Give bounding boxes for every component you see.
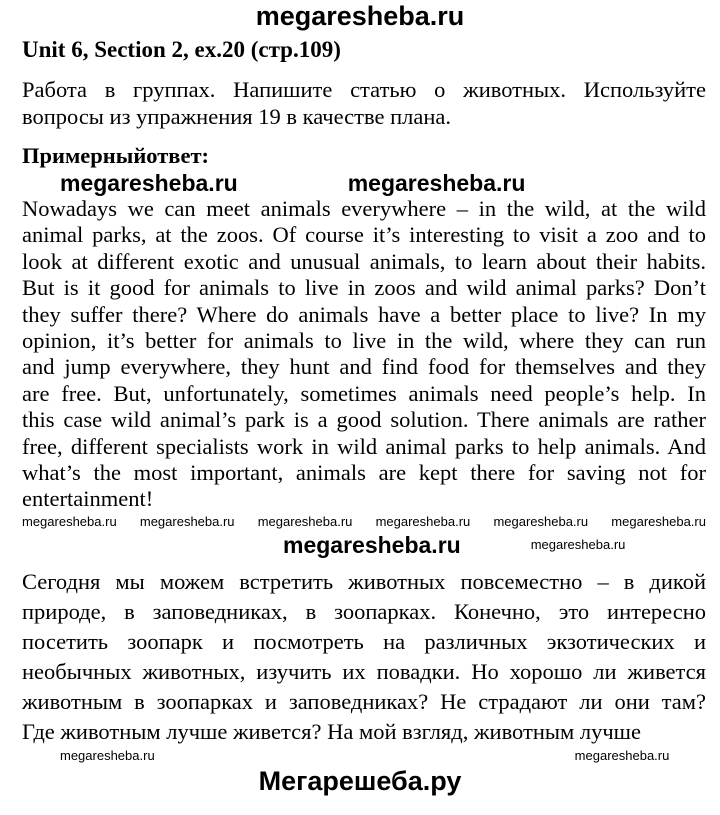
russian-translation — [22, 567, 706, 747]
text-line: животным в зоопарках и заповедниках? Не страдают ли они там? — [22, 688, 706, 714]
task-line: Работа в группах. Напишите статью о животных. Используйте — [22, 77, 706, 102]
text-line: But is it good for animals to live in zoos and wild animal parks? Don’t — [22, 275, 706, 301]
watermark: megaresheba.ru — [60, 747, 155, 763]
watermark-row — [22, 747, 706, 765]
watermark: megaresheba.ru — [22, 513, 117, 529]
text-line: opinion, it’s better for animals to live in the wild, where they can run — [22, 327, 706, 353]
watermark: megaresheba.ru — [257, 513, 353, 529]
text-line: посетить зоопарк и посмотреть на различных экзотических и — [22, 628, 706, 654]
watermark: megaresheba.ru — [530, 536, 626, 552]
answer-label: Примерныйответ: — [22, 143, 209, 168]
watermark-row — [22, 531, 706, 559]
text-line: what’s the most important, animals are kept there for saving not for — [22, 459, 706, 485]
site-title: megaresheba.ru — [255, 1, 465, 31]
footer-title: Мегарешеба.ру — [258, 765, 462, 796]
watermark: megaresheba.ru — [139, 513, 235, 529]
text-line: animal parks, at the zoos. Of course it’s interesting to visit a zoo and to — [22, 222, 706, 248]
watermark: megaresheba.ru — [347, 170, 526, 196]
text-line: look at different exotic and unusual animals, to learn about their habits. — [22, 248, 706, 274]
watermark-row — [22, 513, 706, 531]
text-line: необычных животных, изучить их повадки. Но хорошо ли живется — [22, 658, 706, 684]
text-line: this case wild animal’s park is a good solution. There animals are rather — [22, 407, 706, 433]
watermark: megaresheba.ru — [60, 170, 238, 196]
text-line: Nowadays we can meet animals everywhere – in the wild, at the wild — [22, 196, 706, 221]
watermark: megaresheba.ru — [283, 531, 461, 558]
text-line: and jump everywhere, they hunt and find food for themselves and they — [22, 354, 706, 380]
watermark: megaresheba.ru — [375, 513, 471, 529]
task-text — [22, 76, 706, 130]
text-line: free, different specialists work in wild animal parks to help animals. And — [22, 433, 706, 459]
task-line: вопросы из упражнения 19 в качестве плана. — [22, 104, 452, 129]
text-line: Сегодня мы можем встретить животных повсеместно – в дикой — [22, 568, 706, 594]
text-line: entertainment! — [22, 486, 154, 512]
text-line: Где животным лучше живется? На мой взгляд, животным лучше — [22, 718, 641, 744]
text-line: they suffer there? Where do animals have a better place to live? In my — [22, 301, 706, 327]
watermark: megaresheba.ru — [611, 513, 706, 529]
text-line: are free. But, unfortunately, sometimes animals need people’s help. In — [22, 380, 706, 406]
watermark-row — [22, 170, 706, 196]
exercise-heading: Unit 6, Section 2, ex.20 (стр.109) — [22, 37, 341, 62]
watermark: megaresheba.ru — [493, 513, 589, 529]
watermark: megaresheba.ru — [574, 747, 670, 763]
text-line: природе, в заповедниках, в зоопарках. Конечно, это интересно — [22, 598, 706, 624]
english-answer — [22, 196, 706, 513]
